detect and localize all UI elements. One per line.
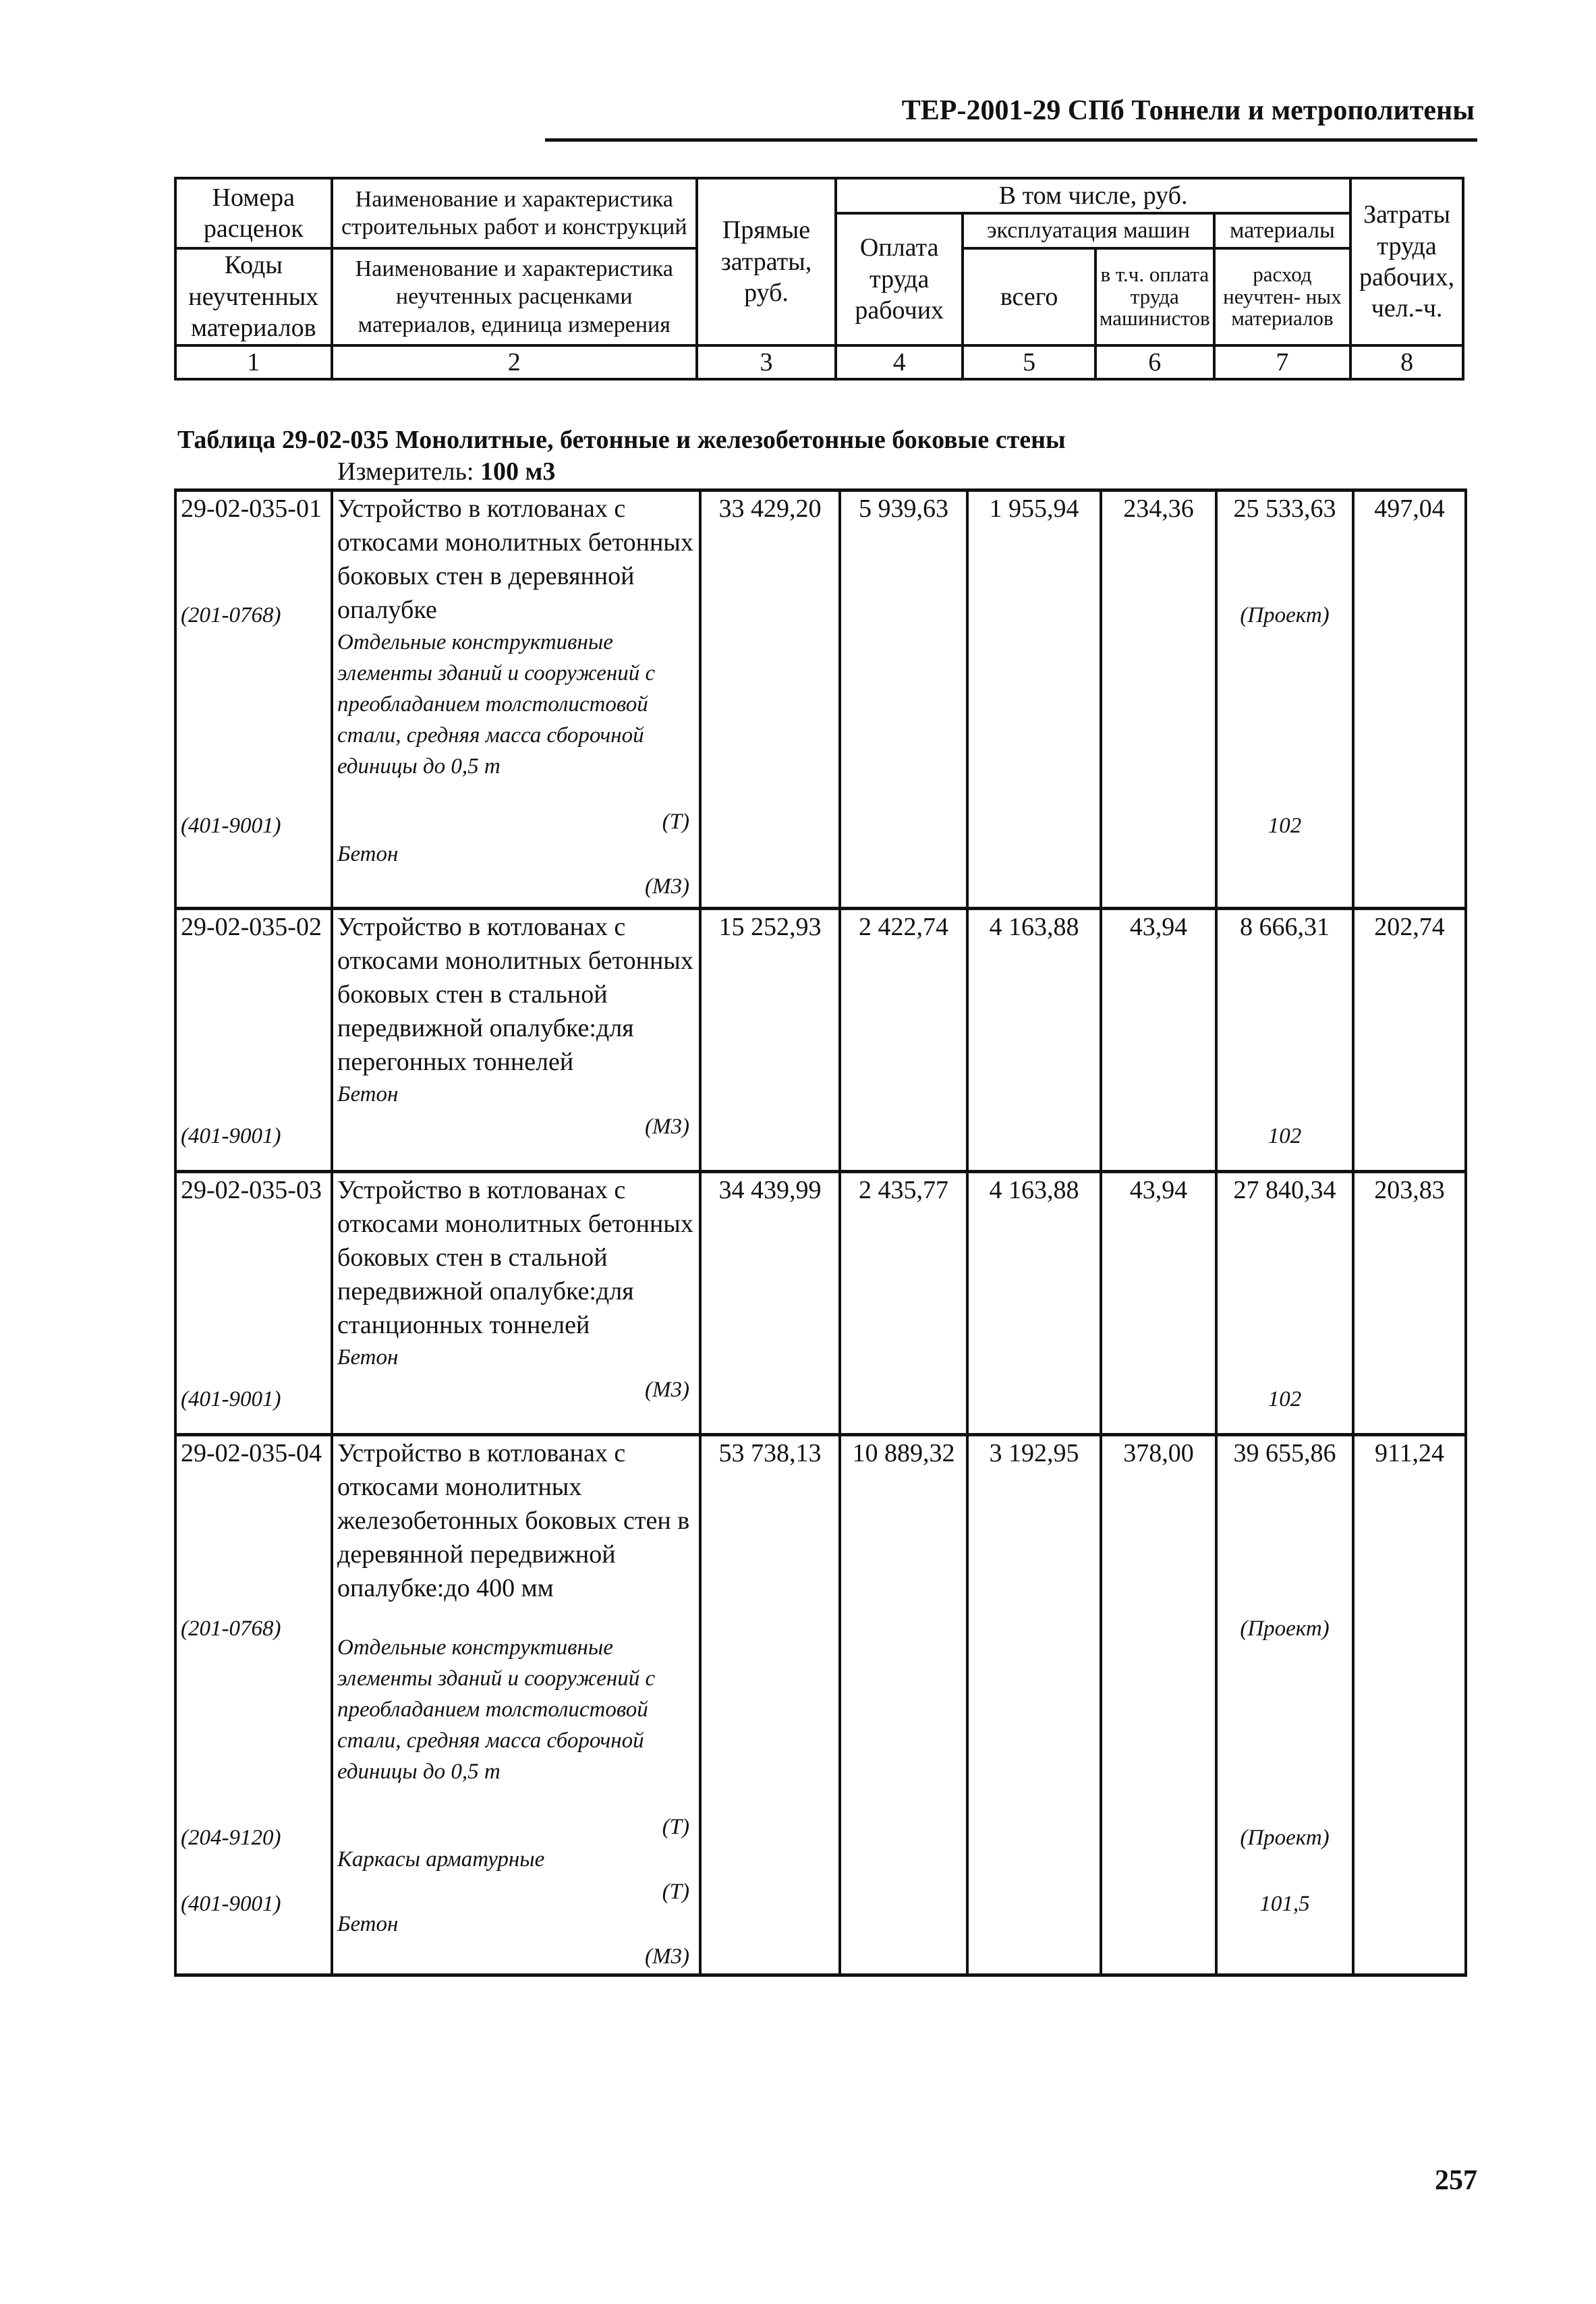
- column-header-table: [174, 177, 1464, 381]
- machines-value: 4 163,88: [989, 1176, 1079, 1204]
- rates-table: [174, 488, 1467, 1977]
- material-name: Бетон: [337, 842, 399, 866]
- material-code: (401-9001): [181, 1124, 281, 1148]
- material-name: Бетон: [337, 1082, 399, 1106]
- col-number: 5: [963, 345, 1095, 379]
- material-name: Отдельные конструктивные элементы зданий и сооружений с преобладанием толстолистовой стали, средняя масса сборочной единицы до 0,5 т: [337, 1635, 656, 1784]
- wages-value: 5 939,63: [859, 495, 948, 523]
- col-number: 7: [1214, 345, 1350, 379]
- col-header-direct-costs: Прямые затраты, руб.: [697, 178, 836, 345]
- wages-value: 2 422,74: [859, 913, 948, 941]
- material-code: (401-9001): [181, 1892, 281, 1916]
- direct-costs-value: 33 429,20: [718, 495, 822, 523]
- col-number: 8: [1350, 345, 1463, 379]
- material-qty: 102: [1267, 1387, 1302, 1411]
- material-qty: 102: [1267, 1124, 1302, 1148]
- material-unit: (М3): [645, 1944, 689, 1969]
- col-header-material-consumption: расход неучтен- ных материалов: [1214, 248, 1350, 345]
- material-code: (204-9120): [181, 1826, 281, 1850]
- col-header-wages: Оплата труда рабочих: [836, 213, 963, 345]
- materials-value: 8 666,31: [1240, 913, 1330, 941]
- work-description: Устройство в котлованах с откосами монолитных бетонных боковых стен в стальной передвижной опалубке:для станционных тоннелей: [337, 1176, 693, 1339]
- labor-value: 497,04: [1374, 495, 1445, 523]
- col-header-materials: материалы: [1214, 213, 1350, 248]
- material-unit: (Т): [662, 810, 689, 834]
- col-header-rate-numbers: Номера расценок: [175, 178, 332, 248]
- work-description: Устройство в котлованах с откосами монолитных железобетонных боковых стен в деревянной передвижной опалубке:до 400 мм: [337, 1439, 690, 1602]
- material-name: Бетон: [337, 1912, 399, 1936]
- material-unit: (М3): [645, 1115, 689, 1139]
- wages-value: 10 889,32: [852, 1439, 955, 1467]
- rate-code: 29-02-035-02: [181, 913, 322, 941]
- col-number: 3: [697, 345, 836, 379]
- material-unit: (Т): [662, 1815, 689, 1839]
- col-header-machinist-wages: в т.ч. оплата труда машинистов: [1095, 248, 1214, 345]
- direct-costs-value: 53 738,13: [718, 1439, 822, 1467]
- material-unit: (М3): [645, 1378, 689, 1402]
- materials-value: 25 533,63: [1233, 495, 1336, 523]
- material-name: Бетон: [337, 1345, 399, 1370]
- material-qty: 102: [1267, 814, 1302, 838]
- material-code: (201-0768): [181, 603, 281, 627]
- unit-label: Измеритель:: [337, 457, 474, 486]
- material-qty: (Проект): [1240, 1617, 1330, 1641]
- work-description: Устройство в котлованах с откосами монолитных бетонных боковых стен в стальной передвижной опалубке:для перегонных тоннелей: [337, 913, 693, 1076]
- machines-value: 1 955,94: [989, 495, 1079, 523]
- machines-value: 4 163,88: [989, 913, 1079, 941]
- material-code: (401-9001): [181, 814, 281, 838]
- material-code: (401-9001): [181, 1387, 281, 1411]
- col-header-work-name: Наименование и характеристика строительных работ и конструкций: [332, 178, 697, 248]
- labor-value: 203,83: [1374, 1176, 1445, 1204]
- header-rule: [545, 138, 1477, 142]
- table-row: [175, 1435, 1466, 1975]
- labor-value: 202,74: [1374, 913, 1445, 941]
- col-header-material-codes: Коды неучтенных материалов: [175, 248, 332, 345]
- col-header-machines: эксплуатация машин: [963, 213, 1214, 248]
- material-qty: (Проект): [1240, 1826, 1330, 1850]
- material-qty: 101,5: [1259, 1892, 1310, 1916]
- col-header-material-names: Наименование и характеристика неучтенных расценками материалов, единица измерения: [332, 248, 697, 345]
- machinist-wages-value: 234,36: [1123, 495, 1194, 523]
- machines-value: 3 192,95: [989, 1439, 1079, 1467]
- document-header-title: ТЕР-2001-29 СПб Тоннели и метрополитены: [901, 95, 1475, 126]
- page-number: 257: [1435, 2165, 1477, 2196]
- col-header-labor: Затраты труда рабочих, чел.-ч.: [1350, 178, 1463, 345]
- work-description: Устройство в котлованах с откосами монолитных бетонных боковых стен в деревянной опалубке: [337, 495, 693, 624]
- table-caption: Таблица 29-02-035 Монолитные, бетонные и железобетонные боковые стены: [177, 426, 1066, 454]
- machinist-wages-value: 378,00: [1123, 1439, 1194, 1467]
- unit-value: 100 м3: [480, 457, 556, 486]
- col-number: 1: [175, 345, 332, 379]
- col-header-machines-total: всего: [963, 248, 1095, 345]
- unit-of-measure: [337, 457, 555, 486]
- table-row: [175, 909, 1466, 1172]
- col-number: 6: [1095, 345, 1214, 379]
- material-qty: (Проект): [1240, 603, 1330, 627]
- col-number: 2: [332, 345, 697, 379]
- material-unit: (М3): [645, 874, 689, 899]
- wages-value: 2 435,77: [859, 1176, 948, 1204]
- rate-code: 29-02-035-03: [181, 1176, 322, 1204]
- table-row: [175, 1172, 1466, 1435]
- machinist-wages-value: 43,94: [1129, 913, 1188, 941]
- rate-code: 29-02-035-04: [181, 1439, 322, 1467]
- material-code: (201-0768): [181, 1617, 281, 1641]
- material-unit: (Т): [662, 1880, 689, 1904]
- labor-value: 911,24: [1374, 1439, 1445, 1467]
- machinist-wages-value: 43,94: [1129, 1176, 1188, 1204]
- direct-costs-value: 15 252,93: [718, 913, 822, 941]
- table-row: [175, 490, 1466, 909]
- materials-value: 27 840,34: [1233, 1176, 1336, 1204]
- direct-costs-value: 34 439,99: [718, 1176, 822, 1204]
- material-name: Отдельные конструктивные элементы зданий и сооружений с преобладанием толстолистовой стали, средняя масса сборочной единицы до 0,5 т: [337, 630, 656, 779]
- material-name: Каркасы арматурные: [337, 1847, 545, 1872]
- rate-code: 29-02-035-01: [181, 495, 322, 523]
- col-header-including: В том числе, руб.: [836, 178, 1350, 213]
- materials-value: 39 655,86: [1233, 1439, 1336, 1467]
- col-number: 4: [836, 345, 963, 379]
